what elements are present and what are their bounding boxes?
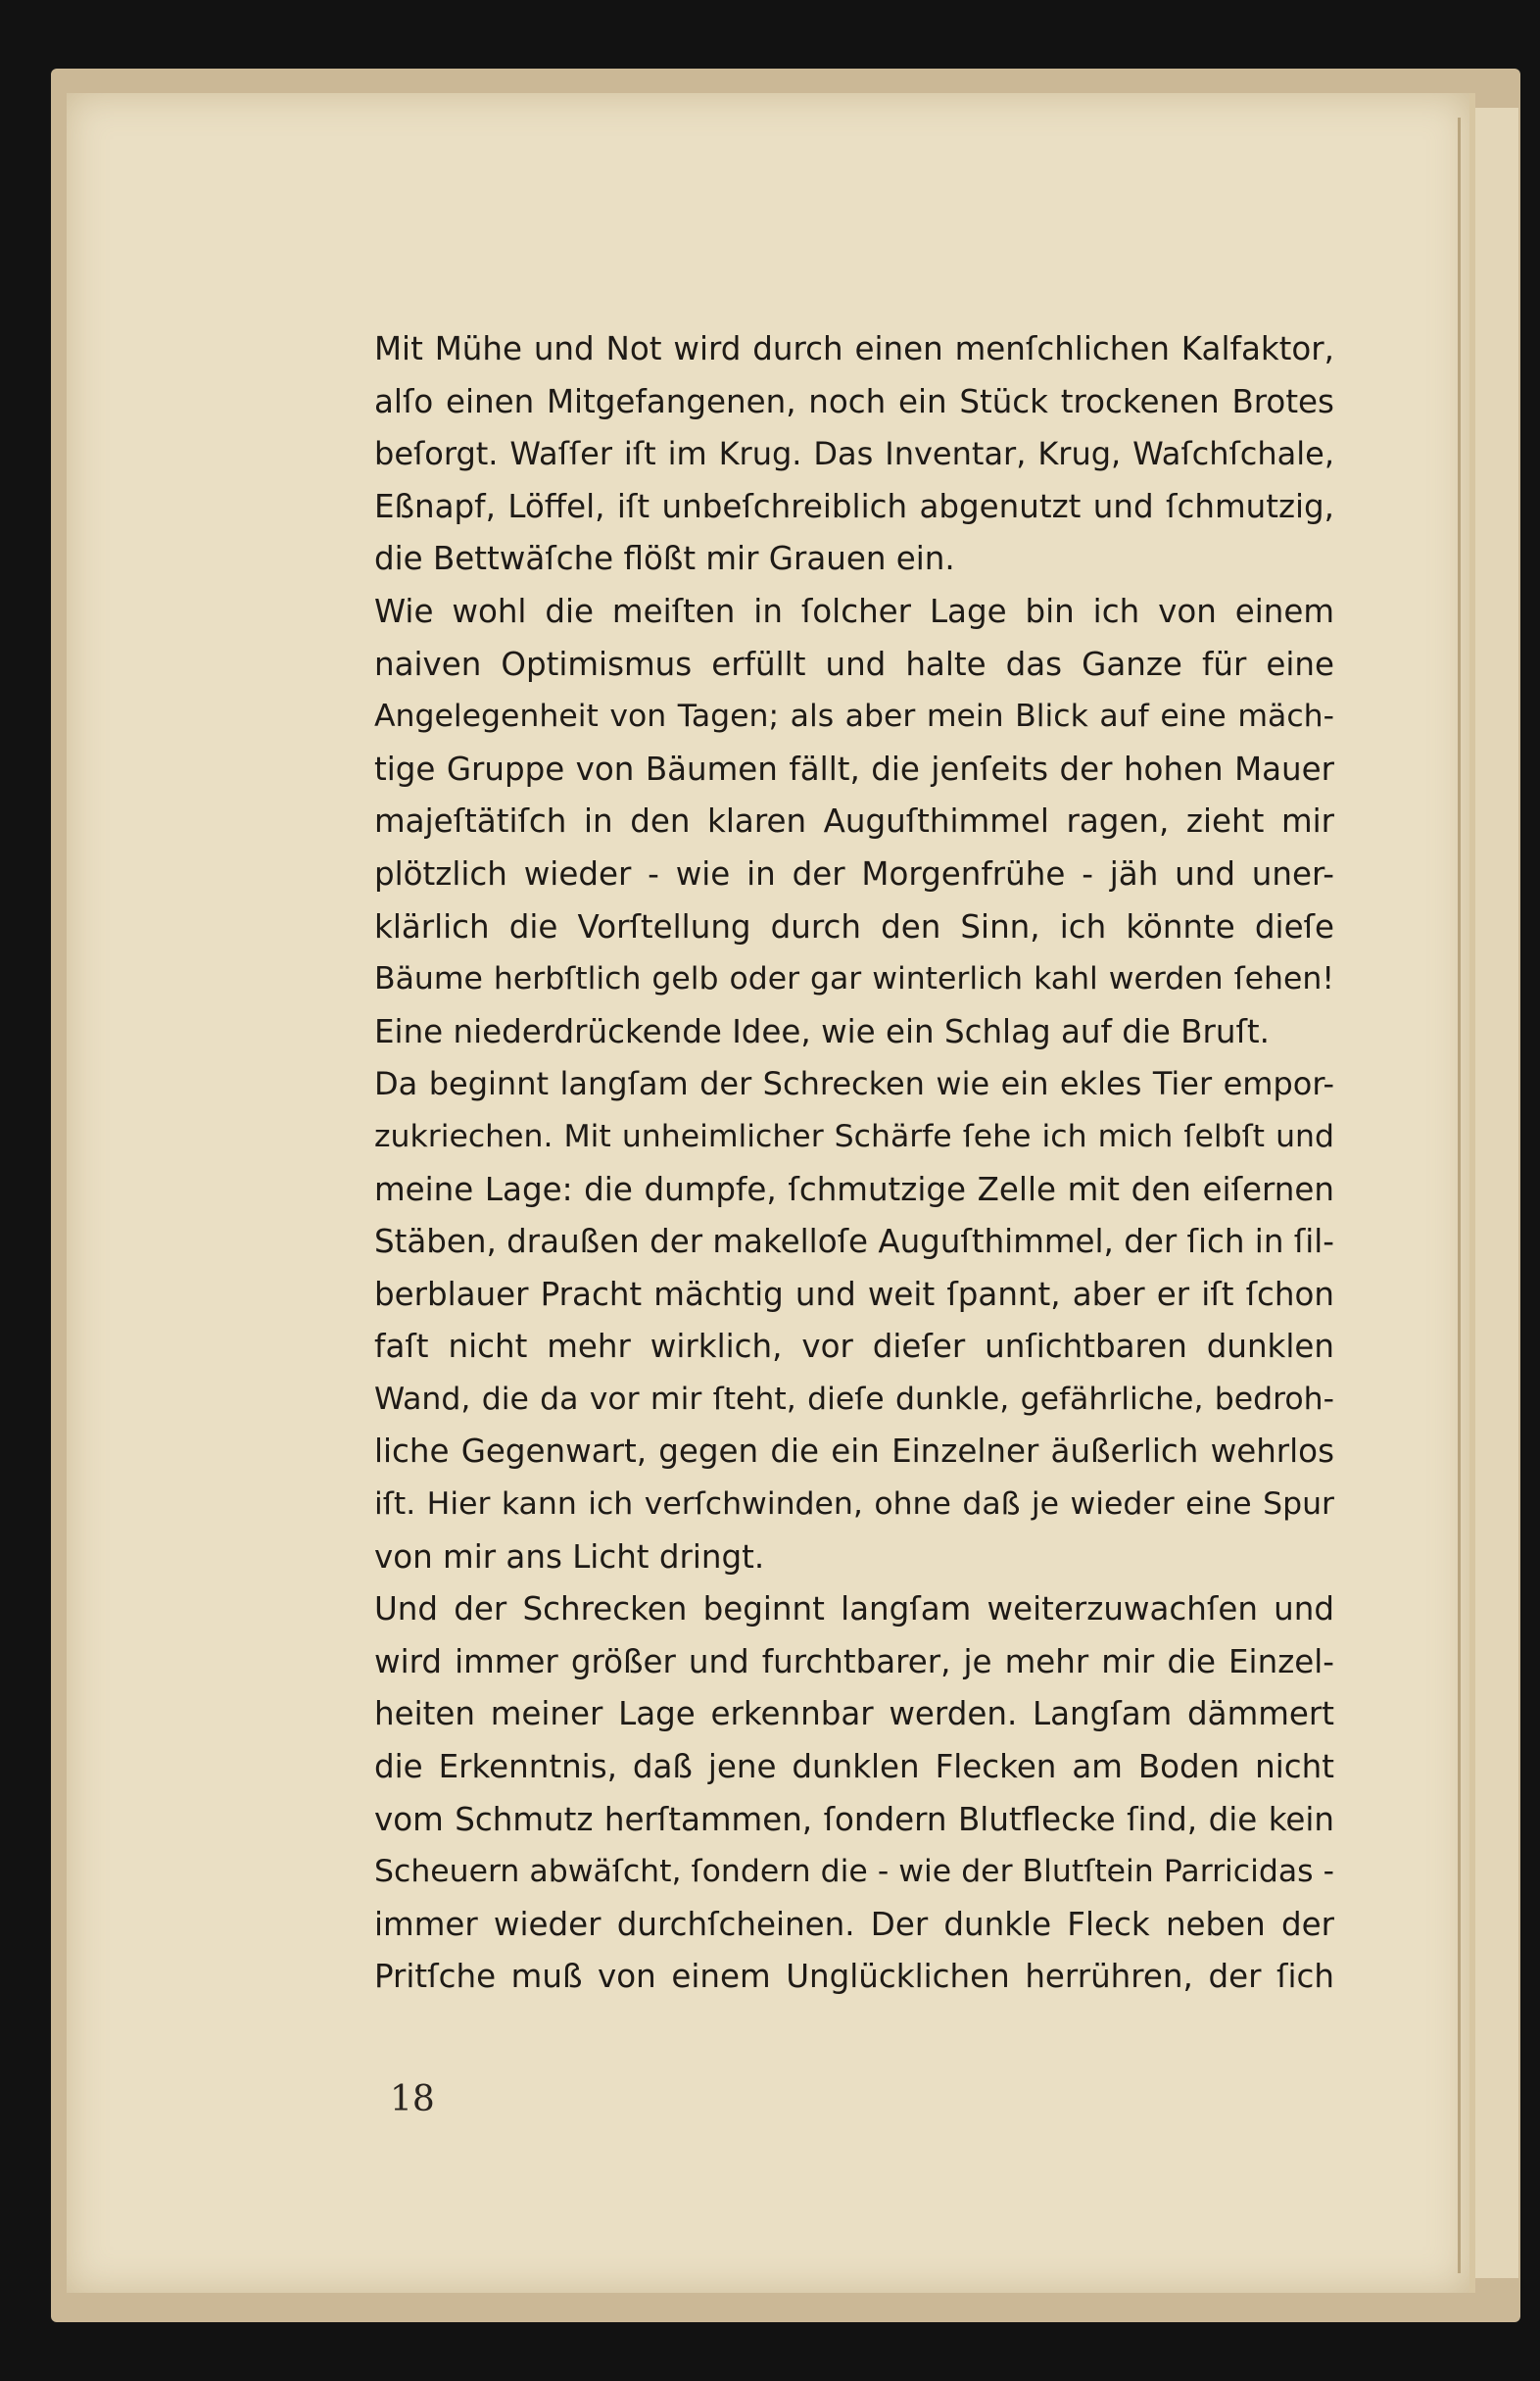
facing-page-edge [1469, 108, 1518, 2278]
text-line: plötzlich wieder - wie in der Morgenfrühe - jäh und uner- [374, 854, 1334, 893]
text-line: zukriechen. Mit unheimlicher Schärfe ſehe ich mich ſelbſt und [374, 1118, 1334, 1154]
text-line: Mit Mühe und Not wird durch einen menſchlichen Kalfaktor, [374, 330, 1334, 367]
text-line: tige Gruppe von Bäumen fällt, die jenſeits der hohen Mauer [374, 750, 1334, 788]
text-line: Eßnapf, Löffel, iſt unbeſchreiblich abgenutzt und ſchmutzig, [374, 487, 1334, 525]
body-text [374, 323, 1334, 2004]
text-line: von mir ans Licht dringt. [374, 1537, 765, 1576]
text-line: die Erkenntnis, daß jene dunklen Flecken am Boden nicht [374, 1748, 1334, 1786]
text-line: vom Schmutz herſtammen, ſondern Blutflecke ſind, die kein [374, 1800, 1334, 1838]
text-line: klärlich die Vorſtellung durch den Sinn, ich könnte dieſe [374, 907, 1334, 946]
page-number: 18 [390, 2079, 435, 2119]
text-line: alſo einen Mitgefangenen, noch ein Stück trockenen Brotes [374, 382, 1334, 420]
text-line: beſorgt. Waſſer iſt im Krug. Das Inventar, Krug, Waſchſchale, [374, 435, 1334, 473]
text-line: iſt. Hier kann ich verſchwinden, ohne daß je wieder eine Spur [374, 1486, 1334, 1523]
text-line: Scheuern abwäſcht, ſondern die - wie der Blutſtein Parricidas - [374, 1854, 1334, 1890]
text-line: Da beginnt langſam der Schrecken wie ein ekles Tier empor- [374, 1065, 1334, 1103]
page-edge-line [1458, 118, 1461, 2273]
text-line: berblauer Pracht mächtig und weit ſpannt, aber er iſt ſchon [374, 1275, 1334, 1313]
text-line: Und der Schrecken beginnt langſam weiterzuwachſen und [374, 1590, 1334, 1628]
text-line: die Bettwäſche flößt mir Grauen ein. [374, 540, 955, 578]
text-line: heiten meiner Lage erkennbar werden. Langſam dämmert [374, 1695, 1334, 1733]
text-line: Eine niederdrückende Idee, wie ein Schlag auf die Bruſt. [374, 1012, 1270, 1050]
text-line: liche Gegenwart, gegen die ein Einzelner äußerlich wehrlos [374, 1433, 1334, 1471]
text-line: Pritſche muß von einem Unglücklichen herrühren, der ſich [374, 1958, 1334, 1996]
text-line: meine Lage: die dumpfe, ſchmutzige Zelle mit den eiſernen [374, 1170, 1334, 1208]
text-line: immer wieder durchſcheinen. Der dunkle Fleck neben der [374, 1905, 1334, 1943]
text-line: naiven Optimismus erfüllt und halte das Ganze für eine [374, 645, 1334, 683]
text-line: faſt nicht mehr wirklich, vor dieſer unſichtbaren dunklen [374, 1328, 1334, 1366]
text-line: Wie wohl die meiſten in ſolcher Lage bin ich von einem [374, 592, 1334, 630]
text-line: Angelegenheit von Tagen; als aber mein Blick auf eine mäch- [374, 699, 1334, 735]
text-line: Bäume herbſtlich gelb oder gar winterlich kahl werden ſehen! [374, 961, 1334, 997]
text-line: majeſtätiſch in den klaren Auguſthimmel ragen, zieht mir [374, 802, 1334, 841]
text-line: Wand, die da vor mir ſteht, dieſe dunkle, gefährliche, bedroh- [374, 1381, 1334, 1417]
text-line: wird immer größer und furchtbarer, je mehr mir die Einzel- [374, 1642, 1334, 1680]
text-line: Stäben, draußen der makelloſe Auguſthimmel, der ſich in ſil- [374, 1223, 1334, 1261]
